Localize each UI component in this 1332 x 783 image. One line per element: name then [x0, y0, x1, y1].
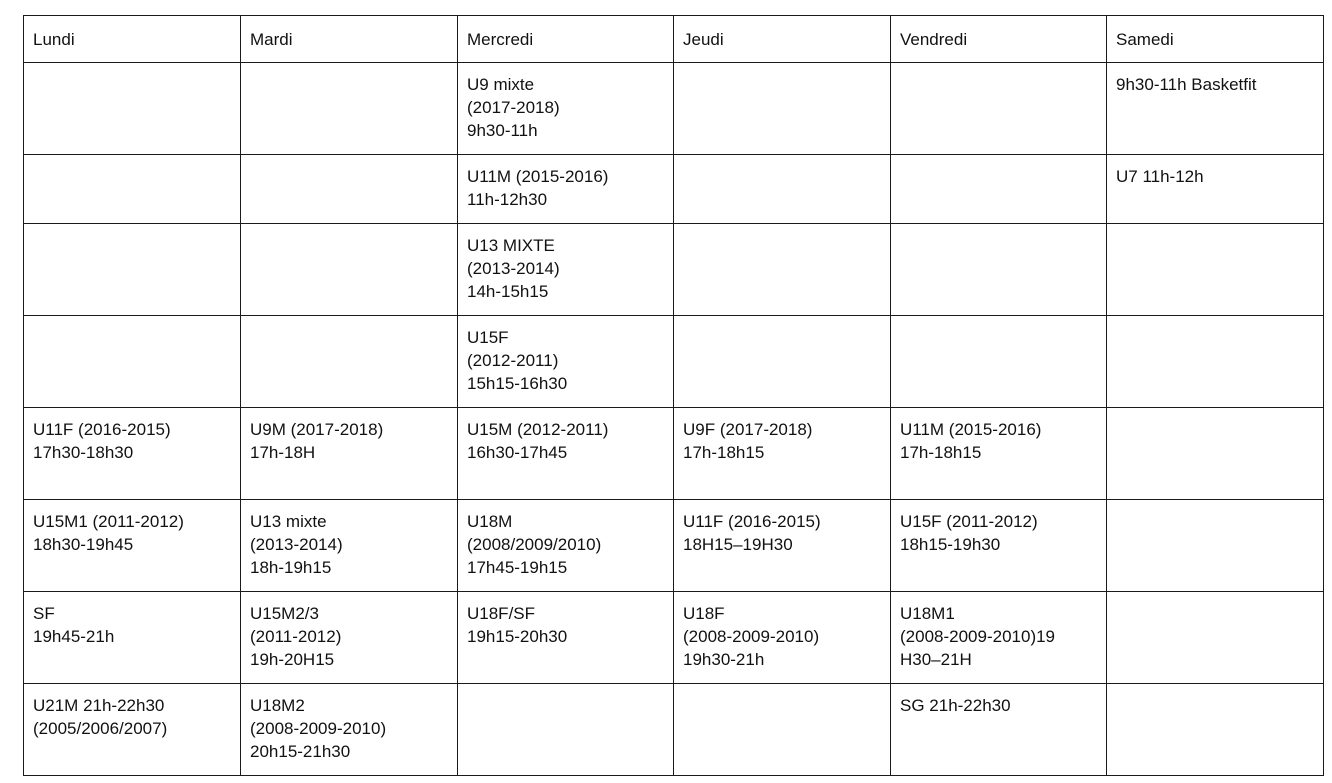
- session-cell: [1107, 224, 1324, 316]
- table-row: [24, 224, 1324, 316]
- session-cell: [891, 63, 1107, 155]
- session-cell: [891, 155, 1107, 224]
- session-cell: U18M2 (2008-2009-2010) 20h15-21h30: [241, 684, 458, 776]
- table-row: [24, 155, 1324, 224]
- header-row: [24, 16, 1324, 63]
- session-cell: [1107, 500, 1324, 592]
- session-cell: U13 mixte (2013-2014) 18h-19h15: [241, 500, 458, 592]
- schedule-table: [23, 15, 1324, 776]
- session-cell: SG 21h-22h30: [891, 684, 1107, 776]
- session-cell: U11M (2015-2016) 11h-12h30: [458, 155, 674, 224]
- session-cell: U21M 21h-22h30 (2005/2006/2007): [24, 684, 241, 776]
- session-cell: U9 mixte (2017-2018) 9h30-11h: [458, 63, 674, 155]
- table-row: [24, 500, 1324, 592]
- session-cell: [1107, 408, 1324, 500]
- session-cell: U15M2/3 (2011-2012) 19h-20H15: [241, 592, 458, 684]
- table-row: [24, 408, 1324, 500]
- session-cell: U15M1 (2011-2012) 18h30-19h45: [24, 500, 241, 592]
- table-row: [24, 592, 1324, 684]
- session-cell: [1107, 316, 1324, 408]
- session-cell: U18M (2008/2009/2010) 17h45-19h15: [458, 500, 674, 592]
- day-header-vendredi: Vendredi: [891, 16, 1107, 63]
- session-cell: [241, 63, 458, 155]
- session-cell: [458, 684, 674, 776]
- session-cell: [891, 316, 1107, 408]
- session-cell: [24, 63, 241, 155]
- session-cell: [24, 224, 241, 316]
- session-cell: [24, 155, 241, 224]
- day-header-jeudi: Jeudi: [674, 16, 891, 63]
- session-cell: [674, 684, 891, 776]
- session-cell: [674, 155, 891, 224]
- session-cell: U11F (2016-2015) 18H15–19H30: [674, 500, 891, 592]
- day-header-mardi: Mardi: [241, 16, 458, 63]
- session-cell: [674, 224, 891, 316]
- session-cell: U15M (2012-2011) 16h30-17h45: [458, 408, 674, 500]
- session-cell: U18F/SF 19h15-20h30: [458, 592, 674, 684]
- session-cell: U11M (2015-2016) 17h-18h15: [891, 408, 1107, 500]
- session-cell: [241, 224, 458, 316]
- table-row: [24, 316, 1324, 408]
- session-cell: U13 MIXTE (2013-2014) 14h-15h15: [458, 224, 674, 316]
- session-cell: [1107, 684, 1324, 776]
- session-cell: [241, 155, 458, 224]
- session-cell: U15F (2012-2011) 15h15-16h30: [458, 316, 674, 408]
- session-cell: [24, 316, 241, 408]
- session-cell: U18F (2008-2009-2010) 19h30-21h: [674, 592, 891, 684]
- table-row: [24, 684, 1324, 776]
- session-cell: [674, 316, 891, 408]
- session-cell: U7 11h-12h: [1107, 155, 1324, 224]
- day-header-lundi: Lundi: [24, 16, 241, 63]
- session-cell: U18M1 (2008-2009-2010)19 H30–21H: [891, 592, 1107, 684]
- session-cell: 9h30-11h Basketfit: [1107, 63, 1324, 155]
- session-cell: [891, 224, 1107, 316]
- session-cell: SF 19h45-21h: [24, 592, 241, 684]
- session-cell: U9M (2017-2018) 17h-18H: [241, 408, 458, 500]
- session-cell: [674, 63, 891, 155]
- session-cell: [241, 316, 458, 408]
- day-header-mercredi: Mercredi: [458, 16, 674, 63]
- session-cell: U15F (2011-2012) 18h15-19h30: [891, 500, 1107, 592]
- session-cell: U11F (2016-2015) 17h30-18h30: [24, 408, 241, 500]
- day-header-samedi: Samedi: [1107, 16, 1324, 63]
- table-row: [24, 63, 1324, 155]
- session-cell: [1107, 592, 1324, 684]
- session-cell: U9F (2017-2018) 17h-18h15: [674, 408, 891, 500]
